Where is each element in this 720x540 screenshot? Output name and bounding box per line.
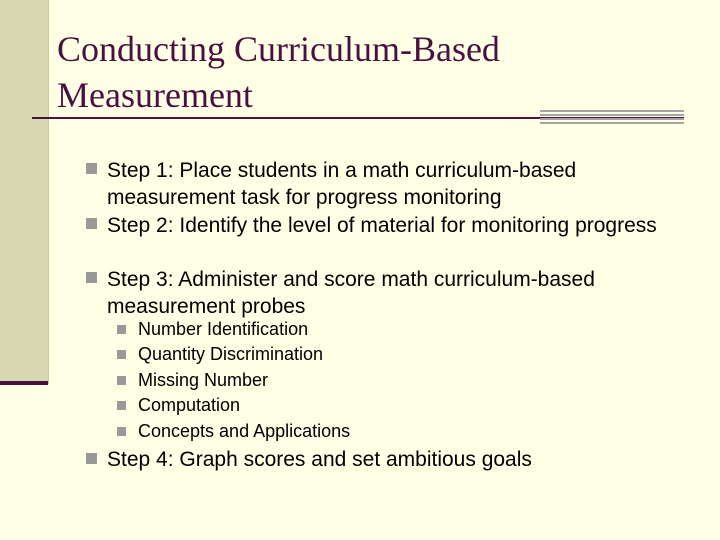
- probe-item: Quantity Discrimination: [138, 344, 324, 364]
- step-4-text: Step 4: Graph scores and set ambitious goals: [107, 448, 532, 471]
- probe-item: Missing Number: [138, 370, 269, 390]
- sub-bullet-square-icon: [117, 401, 126, 410]
- probe-item: Computation: [138, 395, 241, 415]
- sub-bullet-square-icon: [117, 350, 126, 359]
- bullet-square-icon: [86, 218, 97, 229]
- slide-title: Conducting Curriculum-Based Measurement: [57, 29, 500, 115]
- bullet-square-icon: [86, 163, 97, 174]
- sub-bullet-square-icon: [117, 325, 126, 334]
- step-2-text: Step 2: Identify the level of material for monitoring progress: [107, 214, 657, 237]
- probe-item: Concepts and Applications: [138, 421, 351, 441]
- sub-bullet-square-icon: [117, 427, 126, 436]
- step-1-text: Step 1: Place students in a math curriculum-based measurement task for progress monitoring: [107, 159, 577, 209]
- bullet-square-icon: [86, 453, 97, 464]
- bullet-square-icon: [86, 272, 97, 283]
- step-3-text: Step 3: Administer and score math curriculum-based measurement probes: [107, 268, 595, 318]
- probe-item: Number Identification: [138, 319, 309, 339]
- sub-bullet-square-icon: [117, 376, 126, 385]
